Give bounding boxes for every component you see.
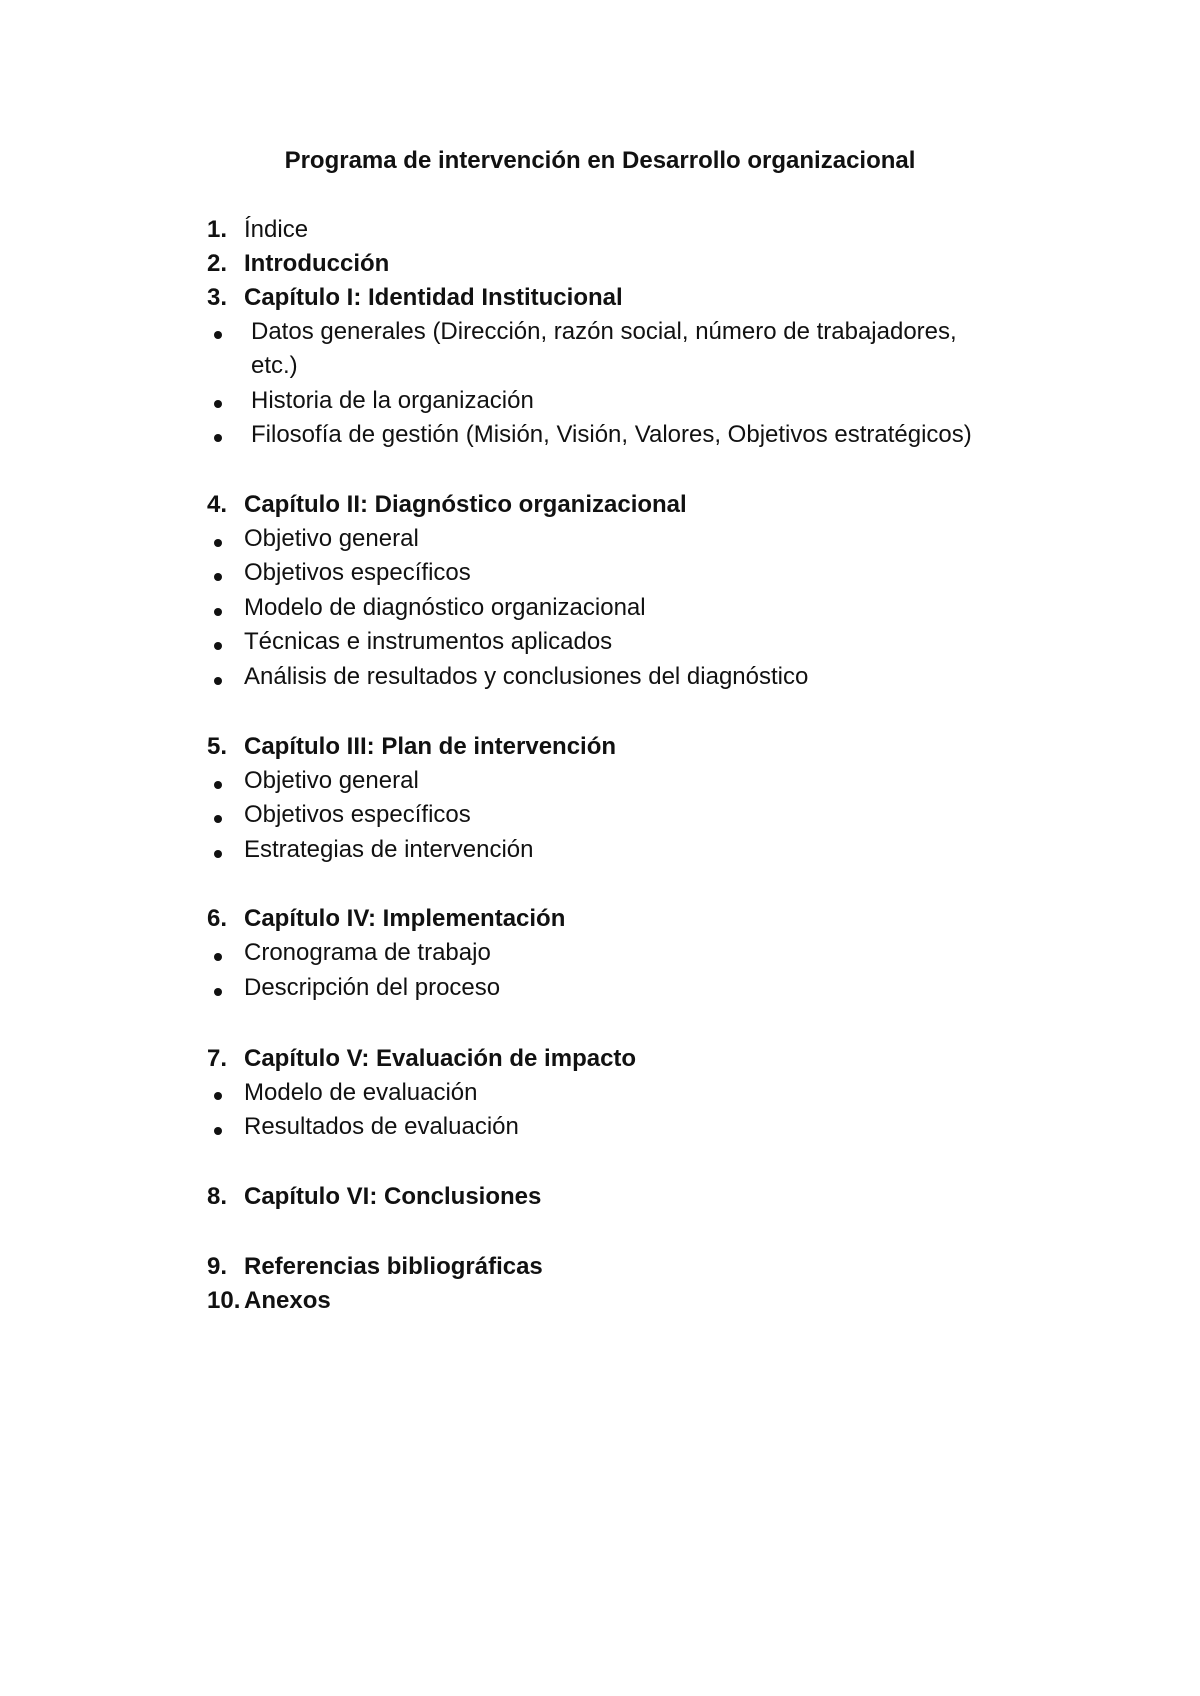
item-label-referencias: Referencias bibliográficas — [244, 1253, 543, 1280]
item-number-1: 1. — [207, 216, 228, 243]
chapter-3-bullet-objetivos-especificos: Objetivos específicos — [244, 801, 471, 828]
item-number-10: 10. — [207, 1287, 241, 1314]
item-label-indice: Índice — [244, 216, 309, 243]
document-title: Programa de intervención en Desarrollo organizacional — [284, 147, 916, 174]
chapter-2-bullet-analisis: Análisis de resultados y conclusiones del diagnóstico — [244, 663, 809, 690]
chapter-5-bullet-modelo: Modelo de evaluación — [244, 1079, 478, 1106]
chapter-1-heading: Capítulo I: Identidad Institucional — [244, 284, 623, 311]
chapter-2-bullet-objetivos-especificos: Objetivos específicos — [244, 559, 471, 586]
item-number-9: 9. — [207, 1253, 228, 1280]
chapter-2-bullet-tecnicas: Técnicas e instrumentos aplicados — [244, 628, 613, 655]
chapter-5-heading: Capítulo V: Evaluación de impacto — [244, 1045, 637, 1072]
item-label-anexos: Anexos — [244, 1287, 331, 1314]
chapter-5-bullet-resultados: Resultados de evaluación — [244, 1113, 519, 1140]
bullet-icon — [214, 850, 222, 858]
chapter-6-heading: Capítulo VI: Conclusiones — [244, 1183, 542, 1210]
chapter-4-bullet-descripcion: Descripción del proceso — [244, 974, 501, 1001]
bullet-icon — [214, 642, 222, 650]
bullet-icon — [214, 608, 222, 616]
bullet-icon — [214, 1092, 222, 1100]
chapter-4-bullet-cronograma: Cronograma de trabajo — [244, 939, 491, 966]
bullet-icon — [214, 1127, 222, 1135]
bullet-icon — [214, 815, 222, 823]
bullet-icon — [214, 400, 222, 408]
bullet-icon — [214, 953, 222, 961]
chapter-1-bullet-datos-cont: etc.) — [251, 352, 298, 379]
chapter-2-bullet-objetivo-general: Objetivo general — [244, 525, 419, 552]
bullet-icon — [214, 781, 222, 789]
bullet-icon — [214, 539, 222, 547]
chapter-3-bullet-objetivo-general: Objetivo general — [244, 767, 419, 794]
item-number-3: 3. — [207, 284, 228, 311]
bullet-icon — [214, 988, 222, 996]
item-number-6: 6. — [207, 905, 228, 932]
bullet-icon — [214, 677, 222, 685]
item-label-introduccion: Introducción — [244, 250, 390, 277]
chapter-2-heading: Capítulo II: Diagnóstico organizacional — [244, 491, 687, 518]
item-number-2: 2. — [207, 250, 228, 277]
item-number-4: 4. — [207, 491, 228, 518]
bullet-icon — [214, 573, 222, 581]
chapter-3-heading: Capítulo III: Plan de intervención — [244, 733, 617, 760]
chapter-1-bullet-historia: Historia de la organización — [251, 387, 534, 414]
chapter-4-heading: Capítulo IV: Implementación — [244, 905, 566, 932]
chapter-3-bullet-estrategias: Estrategias de intervención — [244, 836, 534, 863]
bullet-icon — [214, 331, 222, 339]
chapter-1-bullet-datos: Datos generales (Dirección, razón social, número de trabajadores, — [251, 318, 957, 345]
chapter-1-bullet-filosofia: Filosofía de gestión (Misión, Visión, Valores, Objetivos estratégicos) — [251, 421, 972, 448]
item-number-5: 5. — [207, 733, 228, 760]
chapter-2-bullet-modelo: Modelo de diagnóstico organizacional — [244, 594, 646, 621]
item-number-8: 8. — [207, 1183, 228, 1210]
bullet-icon — [214, 434, 222, 442]
item-number-7: 7. — [207, 1045, 228, 1072]
